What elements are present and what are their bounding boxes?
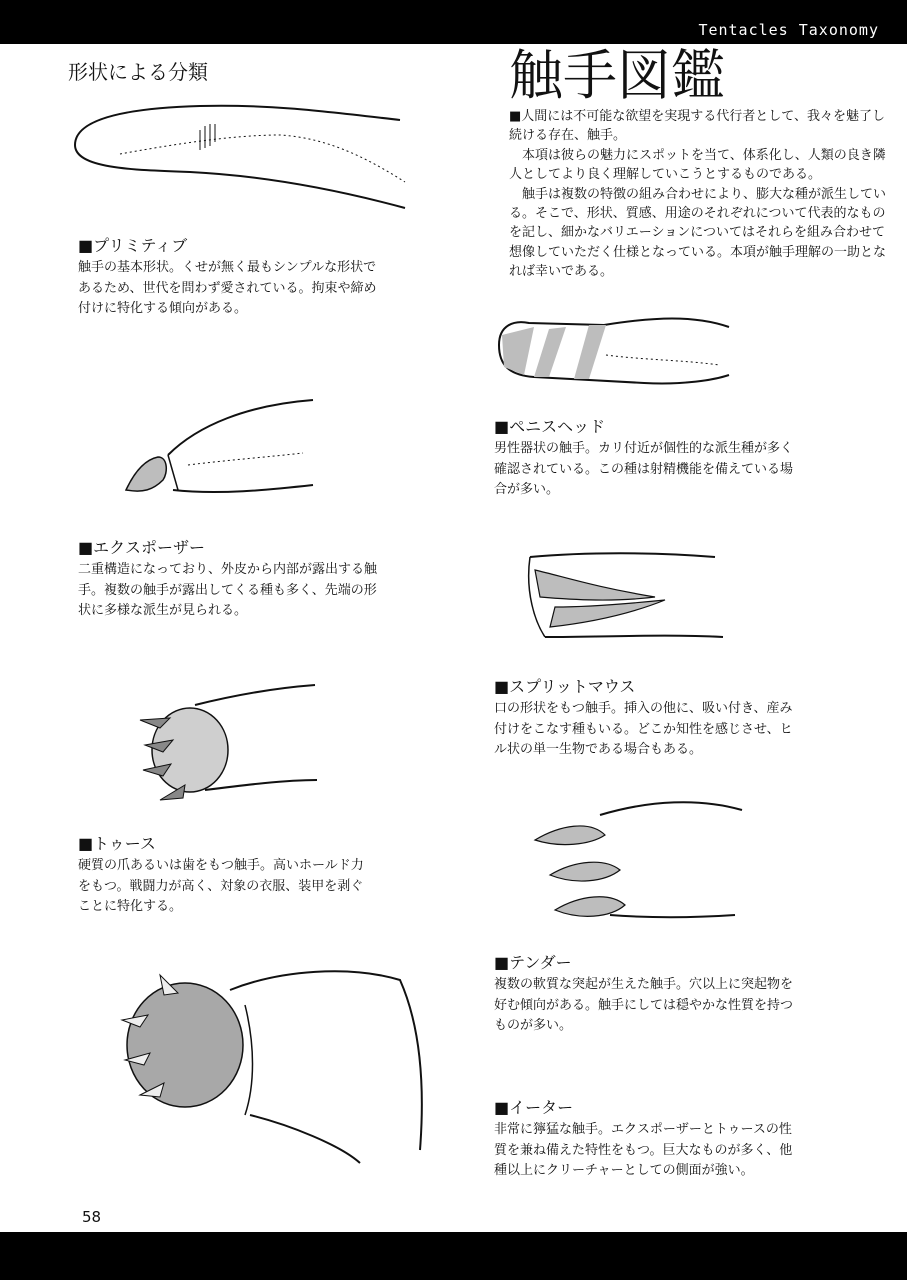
entry-description: 硬質の爪あるいは歯をもつ触手。高いホールド力をもつ。戦闘力が高く、対象の衣服、装甲を剥ぐことに特化する。 — [78, 858, 364, 914]
entry-exposer — [78, 538, 378, 622]
intro-paragraph: 本項は彼らの魅力にスポットを当て、体系化し、人類の良き隣人としてより良く理解していこうとするものである。 — [509, 147, 886, 183]
entry-description: 触手の基本形状。くせが無く最もシンプルな形状であるため、世代を問わず愛されている。拘束や締め付けに特化する傾向がある。 — [78, 260, 377, 316]
header-title: Tentacles Taxonomy — [698, 21, 879, 39]
tooth-tentacle-illustration — [135, 680, 320, 805]
entry-title: ■イーター — [494, 1098, 574, 1117]
tender-tentacle-illustration — [530, 800, 745, 925]
page-title: 触手図鑑 — [509, 44, 725, 107]
page-number: 58 — [82, 1208, 102, 1226]
primitive-tentacle-illustration — [70, 90, 415, 215]
entry-title: ■プリミティブ — [78, 236, 188, 255]
intro-text — [509, 107, 894, 282]
entry-title: ■エクスポーザー — [78, 538, 205, 557]
penis-head-tentacle-illustration — [494, 305, 734, 390]
exposer-tentacle-illustration — [118, 395, 318, 510]
entry-title: ■テンダー — [494, 953, 572, 972]
eater-tentacle-illustration — [120, 965, 425, 1165]
entry-tooth — [78, 834, 368, 918]
entry-description: 非常に獰猛な触手。エクスポーザーとトゥースの性質を兼ね備えた特性をもつ。巨大なものが多く、他種以上にクリーチャーとしての側面が強い。 — [494, 1122, 793, 1178]
entry-split-mouth — [494, 677, 794, 761]
split-mouth-tentacle-illustration — [525, 552, 725, 642]
section-heading: 形状による分類 — [68, 60, 208, 84]
entry-description: 口の形状をもつ触手。挿入の他に、吸い付き、産み付けをこなす種もいる。どこか知性を感じさせ、ヒル状の単一生物である場合もある。 — [494, 701, 793, 757]
entry-title: ■ペニスヘッド — [494, 417, 606, 436]
entry-description: 男性器状の触手。カリ付近が個性的な派生種が多く確認されている。この種は射精機能を備えている場合が多い。 — [494, 441, 794, 497]
entry-title: ■スプリットマウス — [494, 677, 636, 696]
intro-paragraph: 触手は複数の特徴の組み合わせにより、膨大な種が派生している。そこで、形状、質感、用途のそれぞれについて代表的なものを記し、細かなバリエーションについてはそれらを組み合わせて想像していただく仕様となっている。本項が触手理解の一助となれば幸いである。 — [509, 186, 887, 280]
entry-eater — [494, 1098, 794, 1182]
header-bar — [0, 0, 907, 44]
footer-bar — [0, 1232, 907, 1280]
intro-paragraph: ■人間には不可能な欲望を実現する代行者として、我々を魅了し続ける存在、触手。 — [509, 109, 886, 144]
entry-tender — [494, 953, 794, 1037]
entry-description: 二重構造になっており、外皮から内部が露出する触手。複数の触手が露出してくる種も多く、先端の形状に多様な派生が見られる。 — [78, 562, 378, 618]
entry-primitive — [78, 236, 378, 320]
entry-penis-head — [494, 417, 794, 501]
entry-title: ■トゥース — [78, 834, 156, 853]
entry-description: 複数の軟質な突起が生えた触手。穴以上に突起物を好む傾向がある。触手にしては穏やかな性質を持つものが多い。 — [494, 977, 794, 1033]
